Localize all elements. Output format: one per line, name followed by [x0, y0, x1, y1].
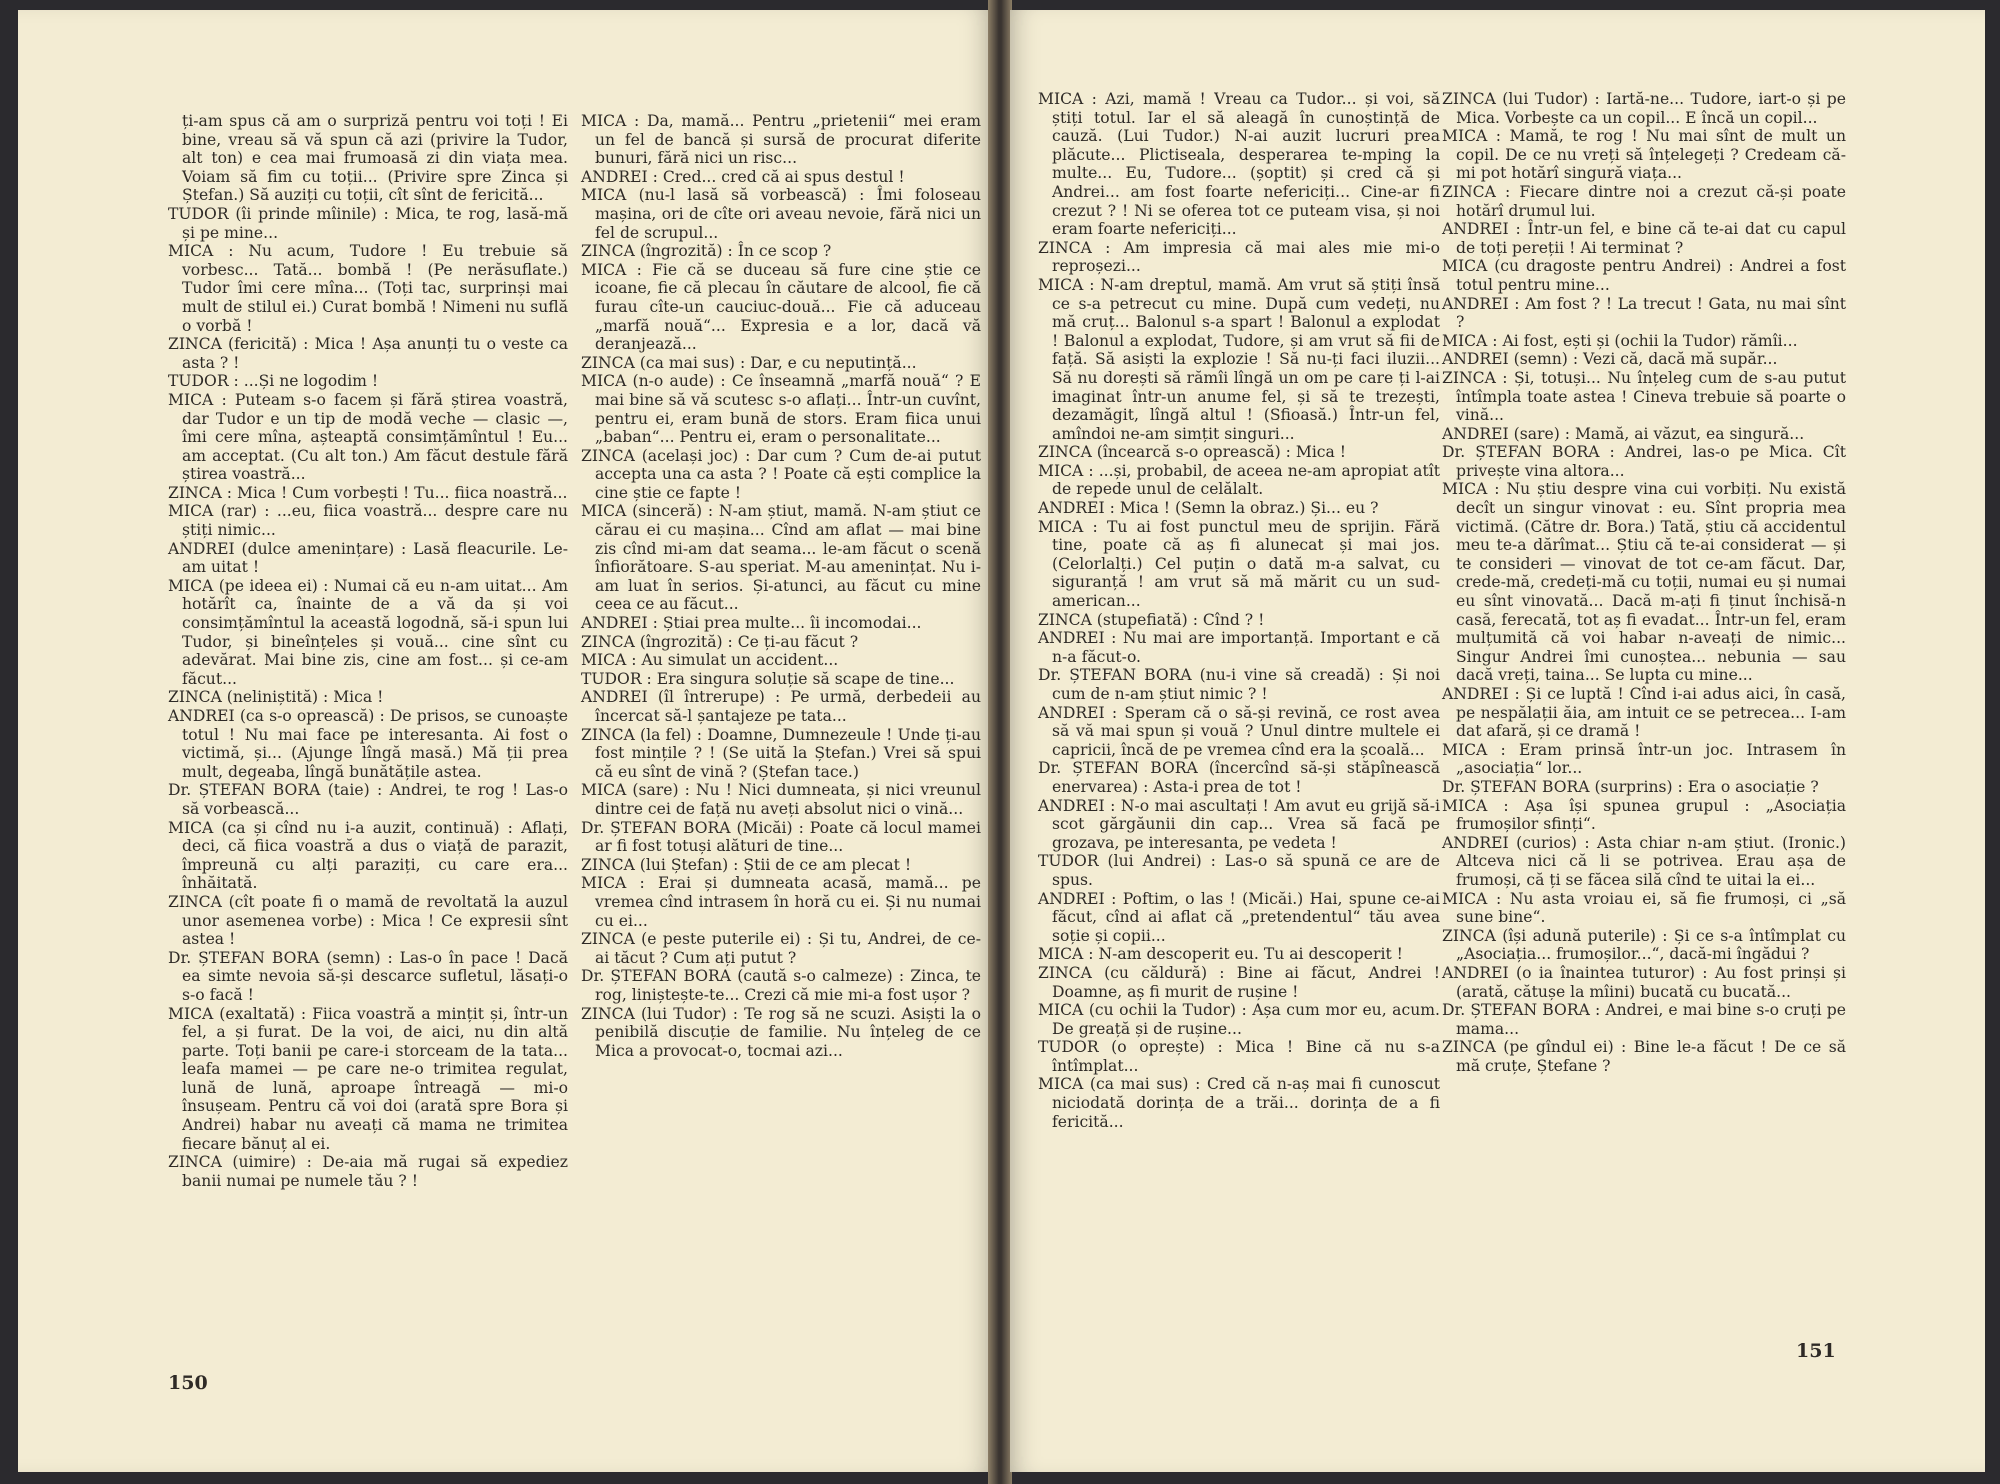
dialogue-paragraph: ANDREI (ca s-o oprească) : De prisos, se cunoaște totul ! Nu mai face pe interesanta. Ai fost o victimă, și... (Ajunge lîngă masă.) Mă ții prea mult, degeaba, lîngă bunătățile astea.	[168, 707, 568, 781]
dialogue-paragraph: Dr. ȘTEFAN BORA : Andrei, e mai bine s-o cruți pe mama...	[1442, 1001, 1846, 1038]
left-page-column-2	[581, 112, 981, 1060]
dialogue-paragraph: ANDREI : Cred... cred că ai spus destul !	[581, 167, 905, 186]
dialogue-paragraph: MICA : Azi, mamă ! Vreau ca Tudor... și voi, să știți totul. Iar el să aleagă în cunoștință de cauză. (Lui Tudor.) N-ai auzit lucruri prea plăcute... Plictiseala, desperarea te-mping la multe... Eu, Tudore... (șoptit) și cred că și Andrei... am fost foarte nefericiți... Cine-ar fi crezut ? ! Ni se oferea tot ce puteam visa, și noi eram foarte nefericiți...	[1038, 90, 1440, 239]
dialogue-paragraph: MICA : Au simulat un accident...	[581, 651, 839, 670]
right-page-column-2	[1442, 90, 1846, 1075]
dialogue-paragraph: TUDOR : ...Și ne logodim !	[168, 372, 379, 391]
dialogue-paragraph: ANDREI : N-o mai ascultați ! Am avut eu grijă să-i scot gărgăunii din cap... Vrea să facă pe grozava, pe interesanta, pe vedeta !	[1038, 796, 1440, 852]
dialogue-paragraph: ANDREI (semn) : Vezi că, dacă mă supăr...	[1442, 350, 1778, 369]
dialogue-paragraph: ZINCA (același joc) : Dar cum ? Cum de-ai putut accepta una ca asta ? ! Poate că ești complice la cine știe ce fapte !	[581, 446, 981, 502]
dialogue-paragraph: MICA : Nu știu despre vina cui vorbiți. Nu există decît un singur vinovat : eu. Sînt propria mea victimă. (Către dr. Bora.) Tată, știu că accidentul meu te-a dărîmat... Știu că te-ai considerat — și te consideri — vinovat de tot ce-am făcut. Dar, crede-mă, credeți-mă cu toții, numai eu și numai eu sînt vinovată... Dacă m-ați fi ținut închisă-n casă, ferecată, tot aș fi evadat... Într-un fel, eram mulțumită că voi habar n-aveați de nimic... Singur Andrei îmi cunoștea... nebunia — sau dacă vreți, taina... Se lupta cu mine...	[1442, 480, 1846, 685]
dialogue-paragraph: ZINCA (lui Ștefan) : Știi de ce am plecat !	[581, 855, 912, 874]
left-page-column-1	[168, 112, 568, 1190]
dialogue-paragraph: ANDREI (îl întrerupe) : Pe urmă, derbedeii au încercat să-l șantajeze pe tata...	[581, 688, 981, 725]
dialogue-paragraph: MICA : Fie că se duceau să fure cine știe ce icoane, fie că plecau în căutare de alcool, fie că furau cîte-un cauciuc-două... Fie că aduceau „marfă nouă“... Expresia e a lor, dacă vă deranjează...	[581, 260, 981, 354]
dialogue-paragraph: Dr. ȘTEFAN BORA (taie) : Andrei, te rog ! Las-o să vorbească...	[168, 781, 568, 818]
dialogue-paragraph: MICA (pe ideea ei) : Numai că eu n-am uitat... Am hotărît ca, înainte de a vă da și voi consimțămîntul la această logodnă, să-i spun lui Tudor, și bineînțeles și vouă... cine sînt cu adevărat. Mai bine zis, cine am fost... și ce-am făcut...	[168, 576, 568, 688]
dialogue-paragraph: MICA (nu-l lasă să vorbească) : Îmi foloseau mașina, ori de cîte ori aveau nevoie, fără nici un fel de scrupul...	[581, 186, 981, 242]
right-page	[1010, 10, 1985, 1472]
dialogue-paragraph: TUDOR (o oprește) : Mica ! Bine că nu s-a întîmplat...	[1038, 1038, 1440, 1075]
dialogue-paragraph: ANDREI : Am fost ? ! La trecut ! Gata, nu mai sînt ?	[1442, 294, 1846, 332]
dialogue-paragraph: ANDREI : Poftim, o las ! (Micăi.) Hai, spune ce-ai făcut, cînd ai aflat că „pretendentul“ tău avea soție și copii...	[1038, 889, 1440, 945]
dialogue-paragraph: ZINCA (la fel) : Doamne, Dumnezeule ! Unde ți-au fost mințile ? ! (Se uită la Ștefan.) Vrei să spui că eu sînt de vină ? (Ștefan tace.)	[581, 725, 981, 781]
dialogue-paragraph: MICA : ...și, probabil, de aceea ne-am apropiat atît de repede unul de celălalt.	[1038, 461, 1440, 499]
dialogue-paragraph: TUDOR (îi prinde mîinile) : Mica, te rog, lasă-mă și pe mine...	[168, 204, 568, 242]
dialogue-paragraph: ZINCA (lui Tudor) : Te rog să ne scuzi. Asiști la o penibilă discuție de familie. Nu înțeleg de ce Mica a provocat-o, tocmai azi...	[581, 1004, 981, 1060]
dialogue-paragraph: MICA (rar) : ...eu, fiica voastră... despre care nu știți nimic...	[168, 502, 568, 540]
dialogue-paragraph: MICA : Tu ai fost punctul meu de sprijin. Fără tine, poate că aș fi alunecat și mai jos. (Celorlalți.) Cel puțin o dată m-a salvat, cu siguranță ! am vrut să mă mărit cu un sud-american...	[1038, 517, 1440, 611]
dialogue-paragraph: MICA : Da, mamă... Pentru „prietenii“ mei eram un fel de bancă și sursă de procurat diferite bunuri, fără nici un risc...	[581, 112, 981, 168]
dialogue-paragraph: ZINCA : Mica ! Cum vorbești ! Tu... fiica noastră...	[168, 483, 568, 502]
dialogue-paragraph: MICA : Așa își spunea grupul : „Asociația frumoșilor sfinți“.	[1442, 796, 1846, 834]
dialogue-paragraph: MICA (cu dragoste pentru Andrei) : Andrei a fost totul pentru mine...	[1442, 257, 1846, 294]
dialogue-paragraph: MICA (n-o aude) : Ce înseamnă „marfă nouă“ ? E mai bine să vă scutesc s-o aflați... Într-un cuvînt, pentru ei, eram bună de stors. Eram fiica unui „baban“... Pentru ei, eram o personalitate...	[581, 372, 981, 447]
dialogue-paragraph: ți-am spus că am o surpriză pentru voi toți ! Ei bine, vreau să vă spun că azi (privire la Tudor, alt ton) e cea mai frumoasă zi din viața mea. Voiam să fim cu toții... (Privire spre Zinca și Ștefan.) Să auziți cu toții, cît sînt de fericită...	[182, 112, 568, 205]
dialogue-paragraph: ZINCA (își adună puterile) : Și ce s-a întîmplat cu „Asociația... frumoșilor...“, dacă-mi îngădui ?	[1442, 926, 1846, 964]
dialogue-paragraph: ANDREI : Nu mai are importanță. Important e că n-a făcut-o.	[1038, 629, 1440, 666]
dialogue-paragraph: Dr. ȘTEFAN BORA (încercînd să-și stăpînească enervarea) : Asta-i prea de tot !	[1038, 759, 1440, 796]
dialogue-paragraph: MICA : N-am descoperit eu. Tu ai descoperit !	[1038, 945, 1403, 964]
dialogue-paragraph: ZINCA (e peste puterile ei) : Și tu, Andrei, de ce-ai tăcut ? Cum ați putut ?	[581, 930, 981, 967]
dialogue-paragraph: ANDREI (dulce amenințare) : Lasă fleacurile. Le-am uitat !	[168, 539, 568, 577]
dialogue-paragraph: ZINCA (neliniștită) : Mica !	[168, 688, 384, 707]
dialogue-paragraph: MICA : Nu asta vroiau ei, să fie frumoși, ci „să sune bine“.	[1442, 889, 1846, 927]
dialogue-paragraph: TUDOR (lui Andrei) : Las-o să spună ce are de spus.	[1038, 852, 1440, 889]
right-page-column-1	[1038, 90, 1440, 1131]
dialogue-paragraph: Dr. ȘTEFAN BORA (caută s-o calmeze) : Zinca, te rog, liniștește-te... Crezi că mie mi-a fost ușor ?	[581, 967, 981, 1004]
dialogue-paragraph: ZINCA (îngrozită) : Ce ți-au făcut ?	[581, 632, 859, 651]
dialogue-paragraph: MICA (sinceră) : N-am știut, mamă. N-am știut ce cărau ei cu mașina... Cînd am aflat — mai bine zis cînd mi-am dat seama... le-am făcut o scenă înfiorătoare. S-au speriat. M-au amenințat. Nu i-am luat în serios. Și-atunci, au făcut cu mine ceea ce au făcut...	[581, 502, 981, 614]
dialogue-paragraph: ANDREI : Mica ! (Semn la obraz.) Și... eu ?	[1038, 499, 1379, 518]
dialogue-paragraph: ZINCA : Fiecare dintre noi a crezut că-și poate hotărî drumul lui.	[1442, 182, 1846, 220]
dialogue-paragraph: ZINCA (lui Tudor) : Iartă-ne... Tudore, iart-o și pe Mica. Vorbește ca un copil... E încă un copil...	[1442, 90, 1846, 127]
dialogue-paragraph: ZINCA (stupefiată) : Cînd ? !	[1038, 610, 1265, 629]
dialogue-paragraph: ANDREI : Speram că o să-și revină, ce rost avea să vă mai spun și vouă ? Unul dintre multele ei capricii, încă de pe vremea cînd era la școală...	[1038, 703, 1440, 759]
dialogue-paragraph: Dr. ȘTEFAN BORA (nu-i vine să creadă) : Și noi cum de n-am știut nimic ? !	[1038, 666, 1440, 703]
dialogue-paragraph: ANDREI : Într-un fel, e bine că te-ai dat cu capul de toți pereții ! Ai terminat ?	[1442, 220, 1846, 257]
left-page	[18, 10, 990, 1472]
dialogue-paragraph: MICA (cu ochii la Tudor) : Așa cum mor eu, acum. De greață și de rușine...	[1038, 1001, 1440, 1038]
dialogue-paragraph: ZINCA (încearcă s-o oprească) : Mica !	[1038, 443, 1347, 462]
dialogue-paragraph: MICA : Nu acum, Tudore ! Eu trebuie să vorbesc... Tată... bombă ! (Pe nerăsuflate.) Tudor îmi cere mîna... (Toți tac, surprinși mai mult de stilul ei.) Curat bombă ! Nimeni nu suflă o vorbă !	[168, 242, 568, 335]
dialogue-paragraph: ZINCA (uimire) : De-aia mă rugai să expediez banii numai pe numele tău ? !	[168, 1153, 568, 1190]
dialogue-paragraph: Dr. ȘTEFAN BORA (semn) : Las-o în pace ! Dacă ea simte nevoia să-și descarce sufletul, lăsați-o s-o facă !	[168, 948, 568, 1004]
dialogue-paragraph: MICA (ca mai sus) : Cred că n-aș mai fi cunoscut niciodată dorința de a trăi... dorința de a fi fericită...	[1038, 1075, 1440, 1131]
dialogue-paragraph: ZINCA (pe gîndul ei) : Bine le-a făcut ! De ce să mă cruțe, Ștefane ?	[1442, 1038, 1846, 1075]
dialogue-paragraph: MICA : Puteam s-o facem și fără știrea voastră, dar Tudor e un tip de modă veche — clasic —, îmi cere mîna, așteaptă consimțămîntul ! Eu... am acceptat. (Cu alt ton.) Am făcut destule fără știrea voastră...	[168, 390, 568, 484]
page-number-right: 151	[1796, 1340, 1836, 1362]
dialogue-paragraph: Dr. ȘTEFAN BORA (surprins) : Era o asociație ?	[1442, 777, 1819, 796]
dialogue-paragraph: MICA : Ai fost, ești și (ochii la Tudor) rămîi...	[1442, 331, 1798, 350]
dialogue-paragraph: ANDREI (o ia înaintea tuturor) : Au fost prinși și (arată, cătușe la mîini) bucată cu bucată...	[1442, 963, 1846, 1001]
dialogue-paragraph: ANDREI (curios) : Asta chiar n-am știut. (Ironic.) Altceva nici că li se potrivea. Erau așa de frumoși, că ți se făcea silă cînd te uitai la ei...	[1442, 833, 1846, 889]
page-number-left: 150	[168, 1372, 208, 1394]
dialogue-paragraph: ZINCA : Am impresia că mai ales mie mi-o reproșezi...	[1038, 238, 1440, 276]
dialogue-paragraph: ANDREI (sare) : Mamă, ai văzut, ea singură...	[1442, 424, 1805, 443]
dialogue-paragraph: MICA : Mamă, te rog ! Nu mai sînt de mult un copil. De ce nu vreți să înțelegeți ? Credeam că-mi pot hotărî singură viața...	[1442, 127, 1846, 183]
dialogue-paragraph: Dr. ȘTEFAN BORA : Andrei, las-o pe Mica. Cît privește vina altora...	[1442, 443, 1846, 480]
dialogue-paragraph: ZINCA (fericită) : Mica ! Așa anunți tu o veste ca asta ? !	[168, 335, 568, 372]
dialogue-paragraph: ZINCA (cît poate fi o mamă de revoltată la auzul unor asemenea vorbe) : Mica ! Ce expresii sînt astea !	[168, 892, 568, 949]
dialogue-paragraph: MICA (exaltată) : Fiica voastră a mințit și, într-un fel, a și furat. De la voi, de aici, nu din altă parte. Toți banii pe care-i storceam de la tata... leafa mamei — pe care ne-o trimitea regulat, lună de lună, aproape întreagă — mi-o însușeam. Pentru că voi doi (arată spre Bora și Andrei) habar nu aveați că mama ne trimitea fiecare bănuț al ei.	[168, 1004, 568, 1153]
dialogue-paragraph: ANDREI : Și ce luptă ! Cînd i-ai adus aici, în casă, pe nespălații ăia, am intuit ce se petrecea... I-am dat afară, și ce dramă !	[1442, 685, 1846, 741]
dialogue-paragraph: Dr. ȘTEFAN BORA (Micăi) : Poate că locul mamei ar fi fost totuși alături de tine...	[581, 818, 981, 856]
book-gutter	[988, 0, 1012, 1484]
dialogue-paragraph: ZINCA : Și, totuși... Nu înțeleg cum de s-au putut întîmpla toate astea ! Cineva trebuie să poarte o vină...	[1442, 368, 1846, 425]
dialogue-paragraph: TUDOR : Era singura soluție să scape de tine...	[581, 669, 955, 688]
dialogue-paragraph: MICA : Erai și dumneata acasă, mamă... pe vremea cînd intrasem în horă cu ei. Și nu numai cu ei...	[581, 874, 981, 930]
dialogue-paragraph: MICA (ca și cînd nu i-a auzit, continuă) : Aflați, deci, că fiica voastră a dus o viață de parazit, împreună cu alți paraziți, cu care era... înhăitată.	[168, 818, 568, 893]
dialogue-paragraph: ANDREI : Știai prea multe... îi incomodai...	[581, 614, 922, 633]
dialogue-paragraph: MICA : Eram prinsă într-un joc. Intrasem în „asociația“ lor...	[1442, 740, 1846, 778]
dialogue-paragraph: ZINCA (cu căldură) : Bine ai făcut, Andrei ! Doamne, aș fi murit de rușine !	[1038, 963, 1440, 1001]
dialogue-paragraph: ZINCA (ca mai sus) : Dar, e cu neputință...	[581, 353, 917, 372]
dialogue-paragraph: ZINCA (îngrozită) : În ce scop ?	[581, 242, 832, 261]
dialogue-paragraph: MICA : N-am dreptul, mamă. Am vrut să știți însă ce s-a petrecut cu mine. După cum vedeți, nu mă cruț... Balonul s-a spart ! Balonul a explodat ! Balonul a explodat, Tudore, și am vrut să fii de față. Să asiști la explozie ! Să nu-ți faci iluzii... Să nu dorești să rămîi lîngă un om pe care ți l-ai imaginat într-un anume fel, și să te trezești, dezamăgit, lîngă altul ! (Sfioasă.) Într-un fel, amîndoi ne-am simțit singuri...	[1038, 275, 1440, 443]
dialogue-paragraph: MICA (sare) : Nu ! Nici dumneata, și nici vreunul dintre cei de față nu aveți absolut nici o vină...	[581, 781, 981, 818]
